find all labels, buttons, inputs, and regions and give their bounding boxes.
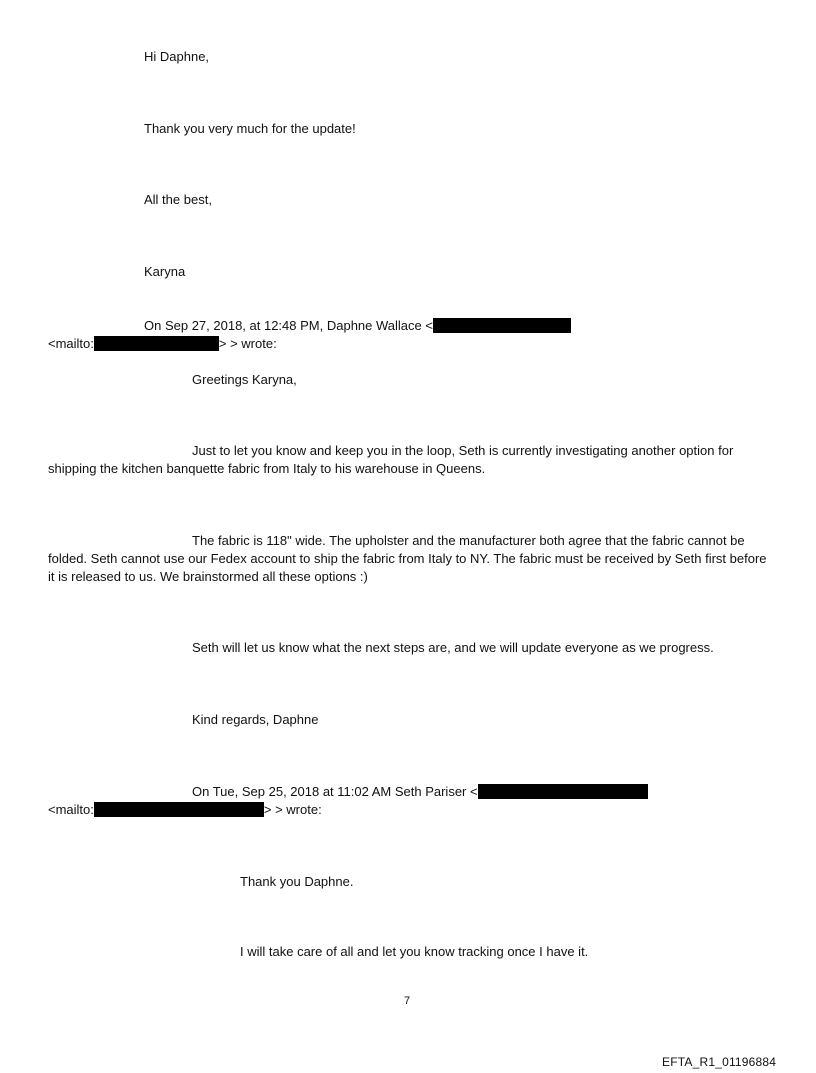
quote1-header (144, 317, 571, 335)
redaction-block (478, 784, 648, 799)
quote1-paragraph-2: The fabric is 118" wide. The upholster and the manufacturer both agree that the fabric cannot be folded. Seth cannot use our Fedex account to ship the fabric from Italy to NY. The fabric must be received by Seth first before it is released to us. We brainstormed all these options :) (48, 533, 767, 584)
quote2-line-1: Thank you Daphne. (240, 874, 354, 889)
document-id: EFTA_R1_01196884 (662, 1055, 777, 1069)
quote1-signoff: Kind regards, Daphne (192, 712, 319, 727)
quote2-line-2: I will take care of all and let you know tracking once I have it. (240, 944, 589, 959)
mailto-suffix: > > wrote: (218, 336, 277, 351)
redaction-block (94, 802, 264, 817)
quote1-header-text: On Sep 27, 2018, at 12:48 PM, Daphne Wallace < (144, 318, 433, 333)
page-number: 7 (404, 995, 411, 1007)
signature-line: Karyna (144, 264, 186, 279)
quote1-greeting: Greetings Karyna, (192, 372, 297, 387)
mailto-suffix: > > wrote: (263, 802, 322, 817)
redaction-block (433, 318, 571, 333)
closing-line: All the best, (144, 192, 212, 207)
greeting-line: Hi Daphne, (144, 49, 210, 64)
quote2-header-text: On Tue, Sep 25, 2018 at 11:02 AM Seth Pariser < (192, 784, 478, 799)
thanks-line: Thank you very much for the update! (144, 121, 356, 136)
redaction-block (94, 336, 219, 351)
quote2-mailto (48, 801, 322, 819)
quote1-paragraph-1: Just to let you know and keep you in the loop, Seth is currently investigating another option for shipping the kitchen banquette fabric from Italy to his warehouse in Queens. (48, 443, 734, 476)
quote2-header (192, 783, 648, 801)
quote1-mailto (48, 335, 277, 353)
quote1-paragraph-3: Seth will let us know what the next steps are, and we will update everyone as we progress. (192, 640, 714, 655)
mailto-prefix: <mailto: (48, 336, 94, 351)
mailto-prefix: <mailto: (48, 802, 94, 817)
